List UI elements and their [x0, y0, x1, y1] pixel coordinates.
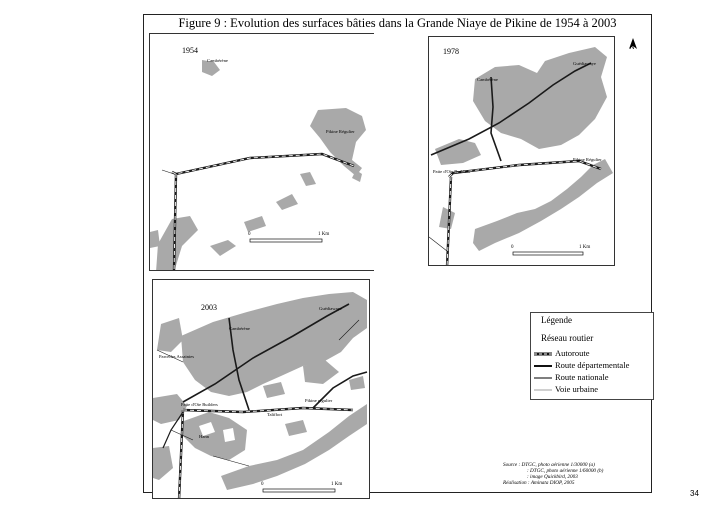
map-2003-drawing	[153, 280, 370, 499]
north-arrow-icon	[627, 37, 639, 55]
figure-title: Figure 9 : Evolution des surfaces bâties dans la Grande Niaye de Pikine de 1954 à 2003	[178, 16, 617, 30]
built-area	[157, 318, 183, 352]
place-label: Cambérène	[229, 326, 250, 331]
map-panel-1954	[149, 33, 374, 271]
legend-symbols	[533, 349, 553, 397]
place-label: Patte d'Oie Builders	[181, 402, 218, 407]
built-area	[349, 376, 365, 390]
place-label: Cambérène	[207, 58, 228, 63]
scale-start-label: 0	[511, 245, 514, 250]
scale-bar	[263, 489, 335, 492]
map-legend	[530, 312, 654, 400]
scale-bar	[250, 239, 322, 242]
urban-road	[429, 237, 447, 251]
map-panel-2003	[152, 279, 370, 499]
built-area	[300, 172, 316, 186]
place-label: Pikine Régulier	[326, 129, 355, 134]
built-area	[181, 412, 247, 460]
place-label: Taliffort	[267, 412, 283, 417]
scale-end-label: 1 Km	[331, 482, 343, 487]
place-label: Patte d'Oie Builders	[433, 169, 470, 174]
source-note	[503, 462, 603, 486]
map-year-label: 1978	[443, 47, 459, 56]
built-area	[153, 446, 173, 480]
legend-item-label: Route nationale	[555, 372, 609, 382]
built-area	[310, 108, 366, 176]
scale-start-label: 0	[261, 482, 264, 487]
source-line: Réalisation : Aminata DIOP, 2005	[503, 480, 575, 486]
built-area	[150, 230, 160, 248]
map-panel-1978	[428, 36, 615, 266]
built-area	[439, 207, 455, 229]
source-line: Source : DTGC, photo aérienne 1/30000 (a)	[503, 462, 595, 468]
legend-title: Légende	[541, 315, 572, 325]
scale-end-label: 1 Km	[579, 245, 591, 250]
legend-item-label: Autoroute	[555, 348, 590, 358]
built-area	[210, 240, 236, 256]
place-label: Guédiawaye	[573, 61, 596, 66]
source-line: : image Quickbird, 2003	[527, 474, 578, 480]
map-year-label: 2003	[201, 303, 217, 312]
place-label: Parcelles Assainies	[159, 354, 195, 359]
built-area	[263, 382, 285, 398]
map-year-label: 1954	[182, 46, 198, 55]
place-label: Hann	[199, 434, 209, 439]
page-number: 34	[690, 489, 699, 498]
place-label: Guédiawaye	[319, 306, 342, 311]
built-area	[473, 159, 613, 251]
legend-subtitle: Réseau routier	[541, 333, 594, 343]
built-area	[285, 420, 307, 436]
scale-start-label: 0	[248, 232, 251, 237]
scale-bar	[513, 252, 583, 255]
built-area	[156, 216, 198, 271]
autoroute-road	[449, 161, 601, 177]
scale-end-label: 1 Km	[318, 232, 330, 237]
built-area	[244, 216, 266, 232]
north-label: N	[630, 45, 635, 51]
map-1954-drawing	[150, 34, 374, 271]
place-label: Pikine Régulier	[573, 157, 602, 162]
place-label: Cambérène	[477, 77, 498, 82]
source-line: : DTGC, photo aérienne 1/60000 (b)	[527, 468, 604, 474]
place-label: Pikine régulier	[305, 398, 333, 403]
built-area	[276, 194, 298, 210]
legend-item-label: Voie urbaine	[555, 384, 599, 394]
map-1978-drawing	[429, 37, 615, 266]
legend-item-label: Route départementale	[555, 360, 630, 370]
